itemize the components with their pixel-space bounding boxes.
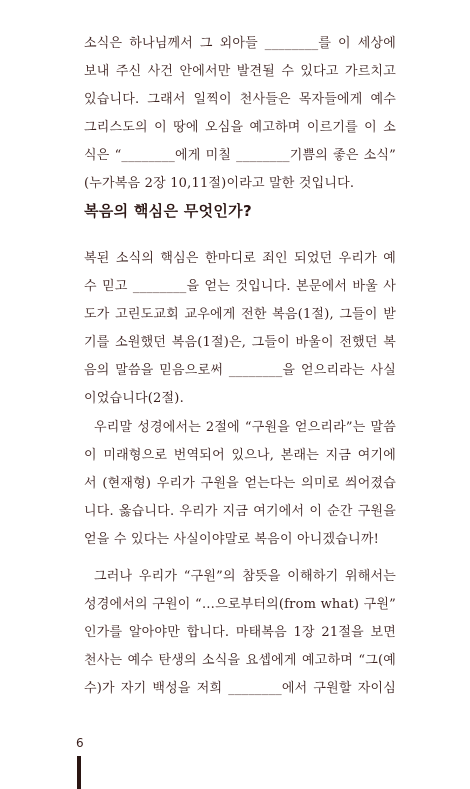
text-line: 이었습니다(2절). <box>84 391 184 406</box>
text-line: 수 믿고 ________을 얻는 것입니다. 본문에서 바울 사 <box>84 279 396 294</box>
translation-paragraph <box>84 414 396 554</box>
text-line: 우리말 성경에서는 2절에 “구원을 얻으리라”는 말씀 <box>94 420 396 435</box>
text-line: 소식은 하나님께서 그 외아들 ________를 이 세상에 <box>84 36 396 51</box>
text-line: 서 (현재형) 우리가 구원을 얻는다는 의미로 씌어졌습 <box>84 476 396 491</box>
text-line: 복된 소식의 핵심은 한마디로 죄인 되었던 우리가 예 <box>84 251 396 266</box>
page-marker-bar <box>77 756 81 789</box>
text-line: 그러나 우리가 “구원”의 참뜻을 이해하기 위해서는 <box>94 569 396 584</box>
text-line: 있습니다. 그래서 일찍이 천사들은 목자들에게 예수 <box>84 92 396 107</box>
text-line: 도가 고린도교회 교우에게 전한 복음(1절), 그들이 받 <box>84 307 396 322</box>
intro-paragraph <box>84 30 396 198</box>
text-line: 성경에서의 구원이 “…으로부터의(from what) 구원” <box>84 597 396 612</box>
text-line: 니다. 옳습니다. 우리가 지금 여기에서 이 순간 구원을 <box>84 504 396 519</box>
text-line: 수)가 자기 백성을 저희 ________에서 구원할 자이심 <box>84 681 396 696</box>
text-line: 보내 주신 사건 안에서만 발견될 수 있다고 가르치고 <box>84 64 396 79</box>
text-line: 음의 말씀을 믿음으로써 ________을 얻으리라는 사실 <box>84 363 396 378</box>
text-line: 이 미래형으로 번역되어 있으나, 본래는 지금 여기에 <box>84 448 396 463</box>
section-heading: 복음의 핵심은 무엇인가? <box>84 202 252 220</box>
text-line: 그리스도의 이 땅에 오심을 예고하며 이르기를 이 소 <box>84 120 396 135</box>
meaning-paragraph <box>84 563 396 703</box>
text-line: 기를 소원했던 복음(1절)은, 그들이 바울이 전했던 복 <box>84 335 396 350</box>
text-line: 천사는 예수 탄생의 소식을 요셉에게 예고하며 “그(예 <box>84 653 396 668</box>
text-line: 인가를 알아야만 합니다. 마태복음 1장 21절을 보면 <box>84 625 396 640</box>
text-line: 얻을 수 있다는 사실이야말로 복음이 아니겠습니까! <box>84 532 380 547</box>
core-paragraph <box>84 245 396 413</box>
page-number: 6 <box>76 736 84 750</box>
text-line: (누가복음 2장 10,11절)이라고 말한 것입니다. <box>84 176 355 191</box>
text-line: 식은 “________에게 미칠 ________기쁨의 좋은 소식” <box>84 148 396 163</box>
